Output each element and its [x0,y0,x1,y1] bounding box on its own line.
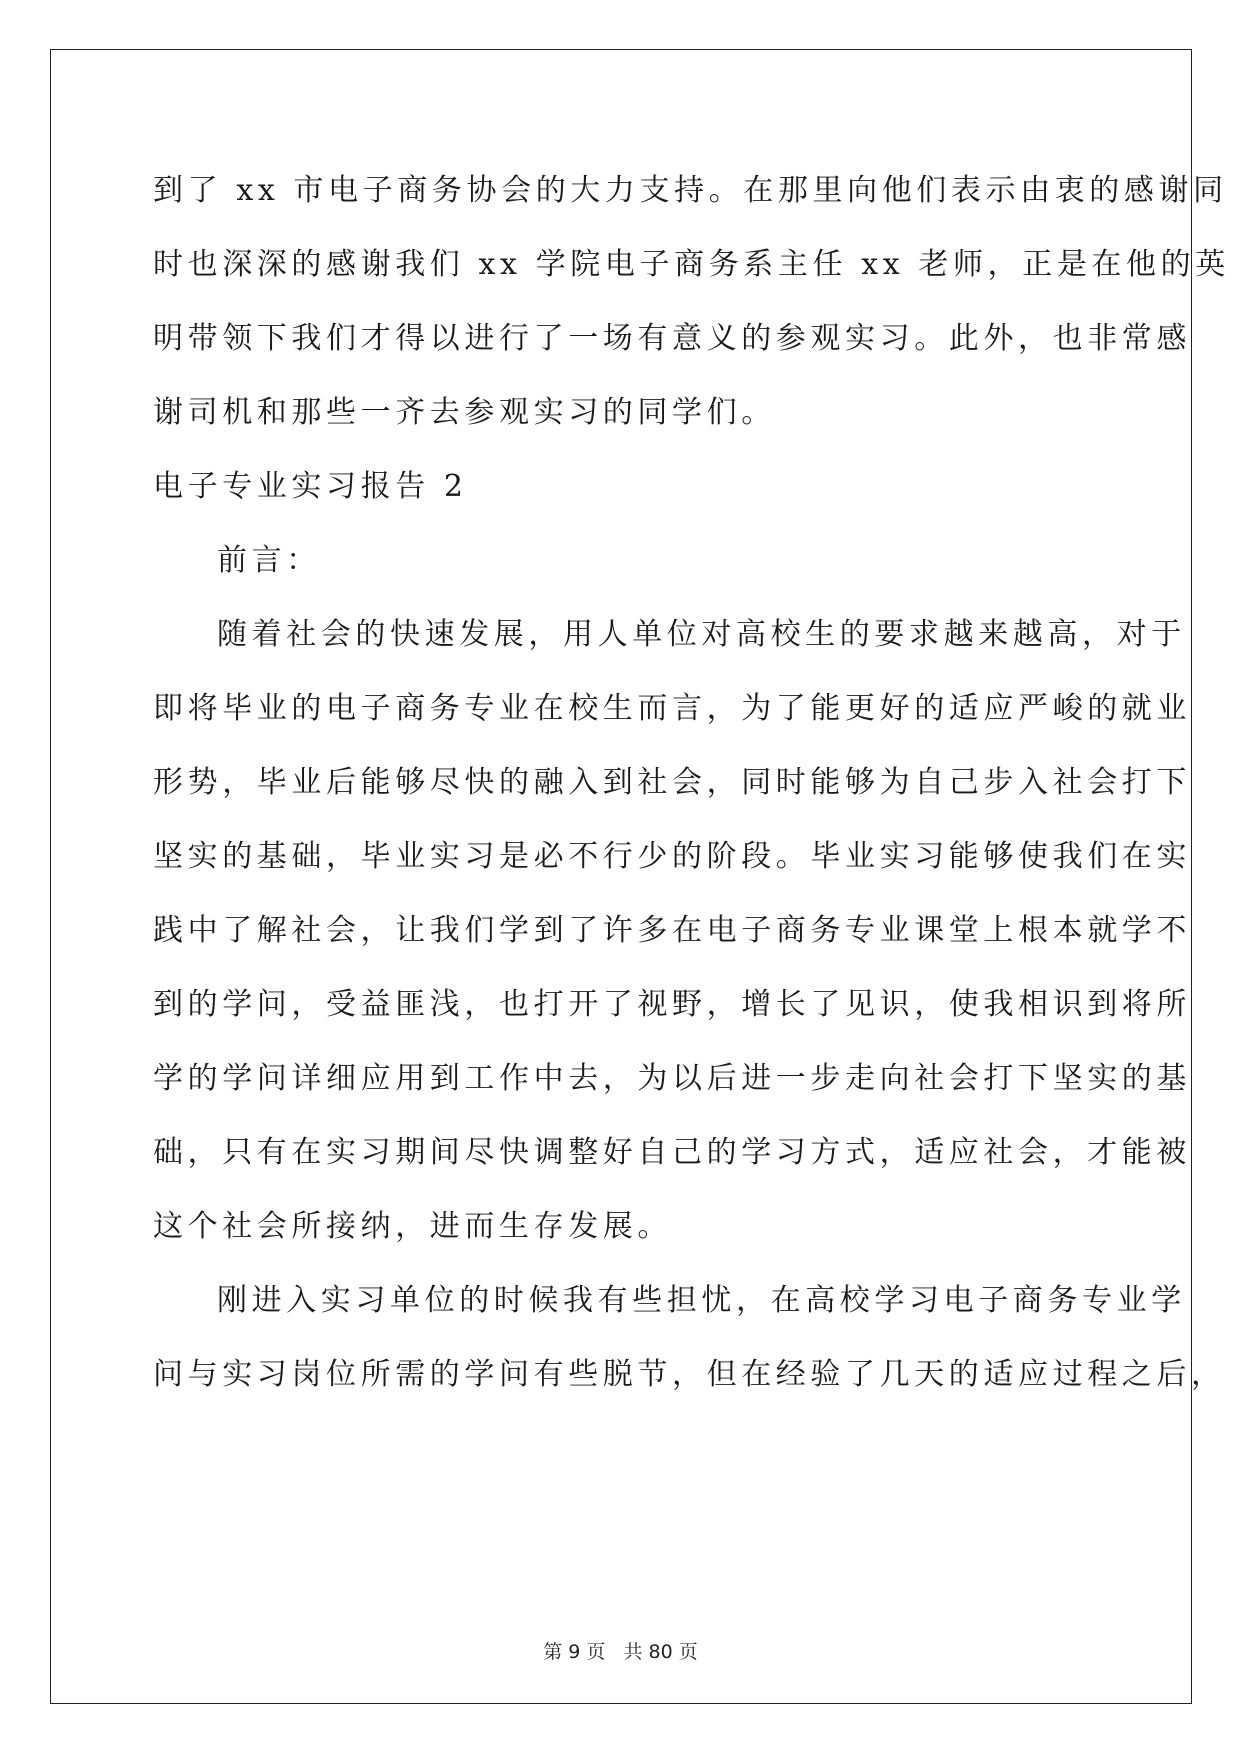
paragraph-line: 刚进入实习单位的时候我有些担忧，在高校学习电子商务专业学 [217,1283,1186,1318]
page-total: 共 80 页 [623,1641,698,1663]
paragraph-line: 坚实的基础，毕业实习是必不行少的阶段。毕业实习能够使我们在实 [153,839,1191,874]
paragraph-line: 到了 xx 市电子商务协会的大力支持。在那里向他们表示由衷的感谢同 [153,173,1228,208]
paragraph-line: 到的学问，受益匪浅，也打开了视野，增长了见识，使我相识到将所 [153,987,1191,1022]
page-number: 第 9 页 [543,1641,606,1663]
section-heading: 电子专业实习报告 2 [153,469,468,504]
paragraph-line: 形势，毕业后能够尽快的融入到社会，同时能够为自己步入社会打下 [153,765,1191,800]
paragraph-line: 随着社会的快速发展，用人单位对高校生的要求越来越高，对于 [217,617,1186,652]
paragraph-line: 即将毕业的电子商务专业在校生而言，为了能更好的适应严峻的就业 [153,691,1191,726]
page-footer [0,1637,1241,1664]
preface-label: 前言： [217,543,321,578]
paragraph-line: 学的学问详细应用到工作中去，为以后进一步走向社会打下坚实的基 [153,1061,1191,1096]
paragraph-line: 谢司机和那些一齐去参观实习的同学们。 [153,395,776,430]
paragraph-line: 这个社会所接纳，进而生存发展。 [153,1209,672,1244]
paragraph-line: 明带领下我们才得以进行了一场有意义的参观实习。此外，也非常感 [153,321,1191,356]
paragraph-line: 践中了解社会，让我们学到了许多在电子商务专业课堂上根本就学不 [153,913,1191,948]
paragraph-line: 时也深深的感谢我们 xx 学院电子商务系主任 xx 老师，正是在他的英 [153,247,1230,282]
paragraph-line: 问与实习岗位所需的学问有些脱节，但在经验了几天的适应过程之后， [153,1357,1226,1392]
paragraph-line: 础，只有在实习期间尽快调整好自己的学习方式，适应社会，才能被 [153,1135,1191,1170]
